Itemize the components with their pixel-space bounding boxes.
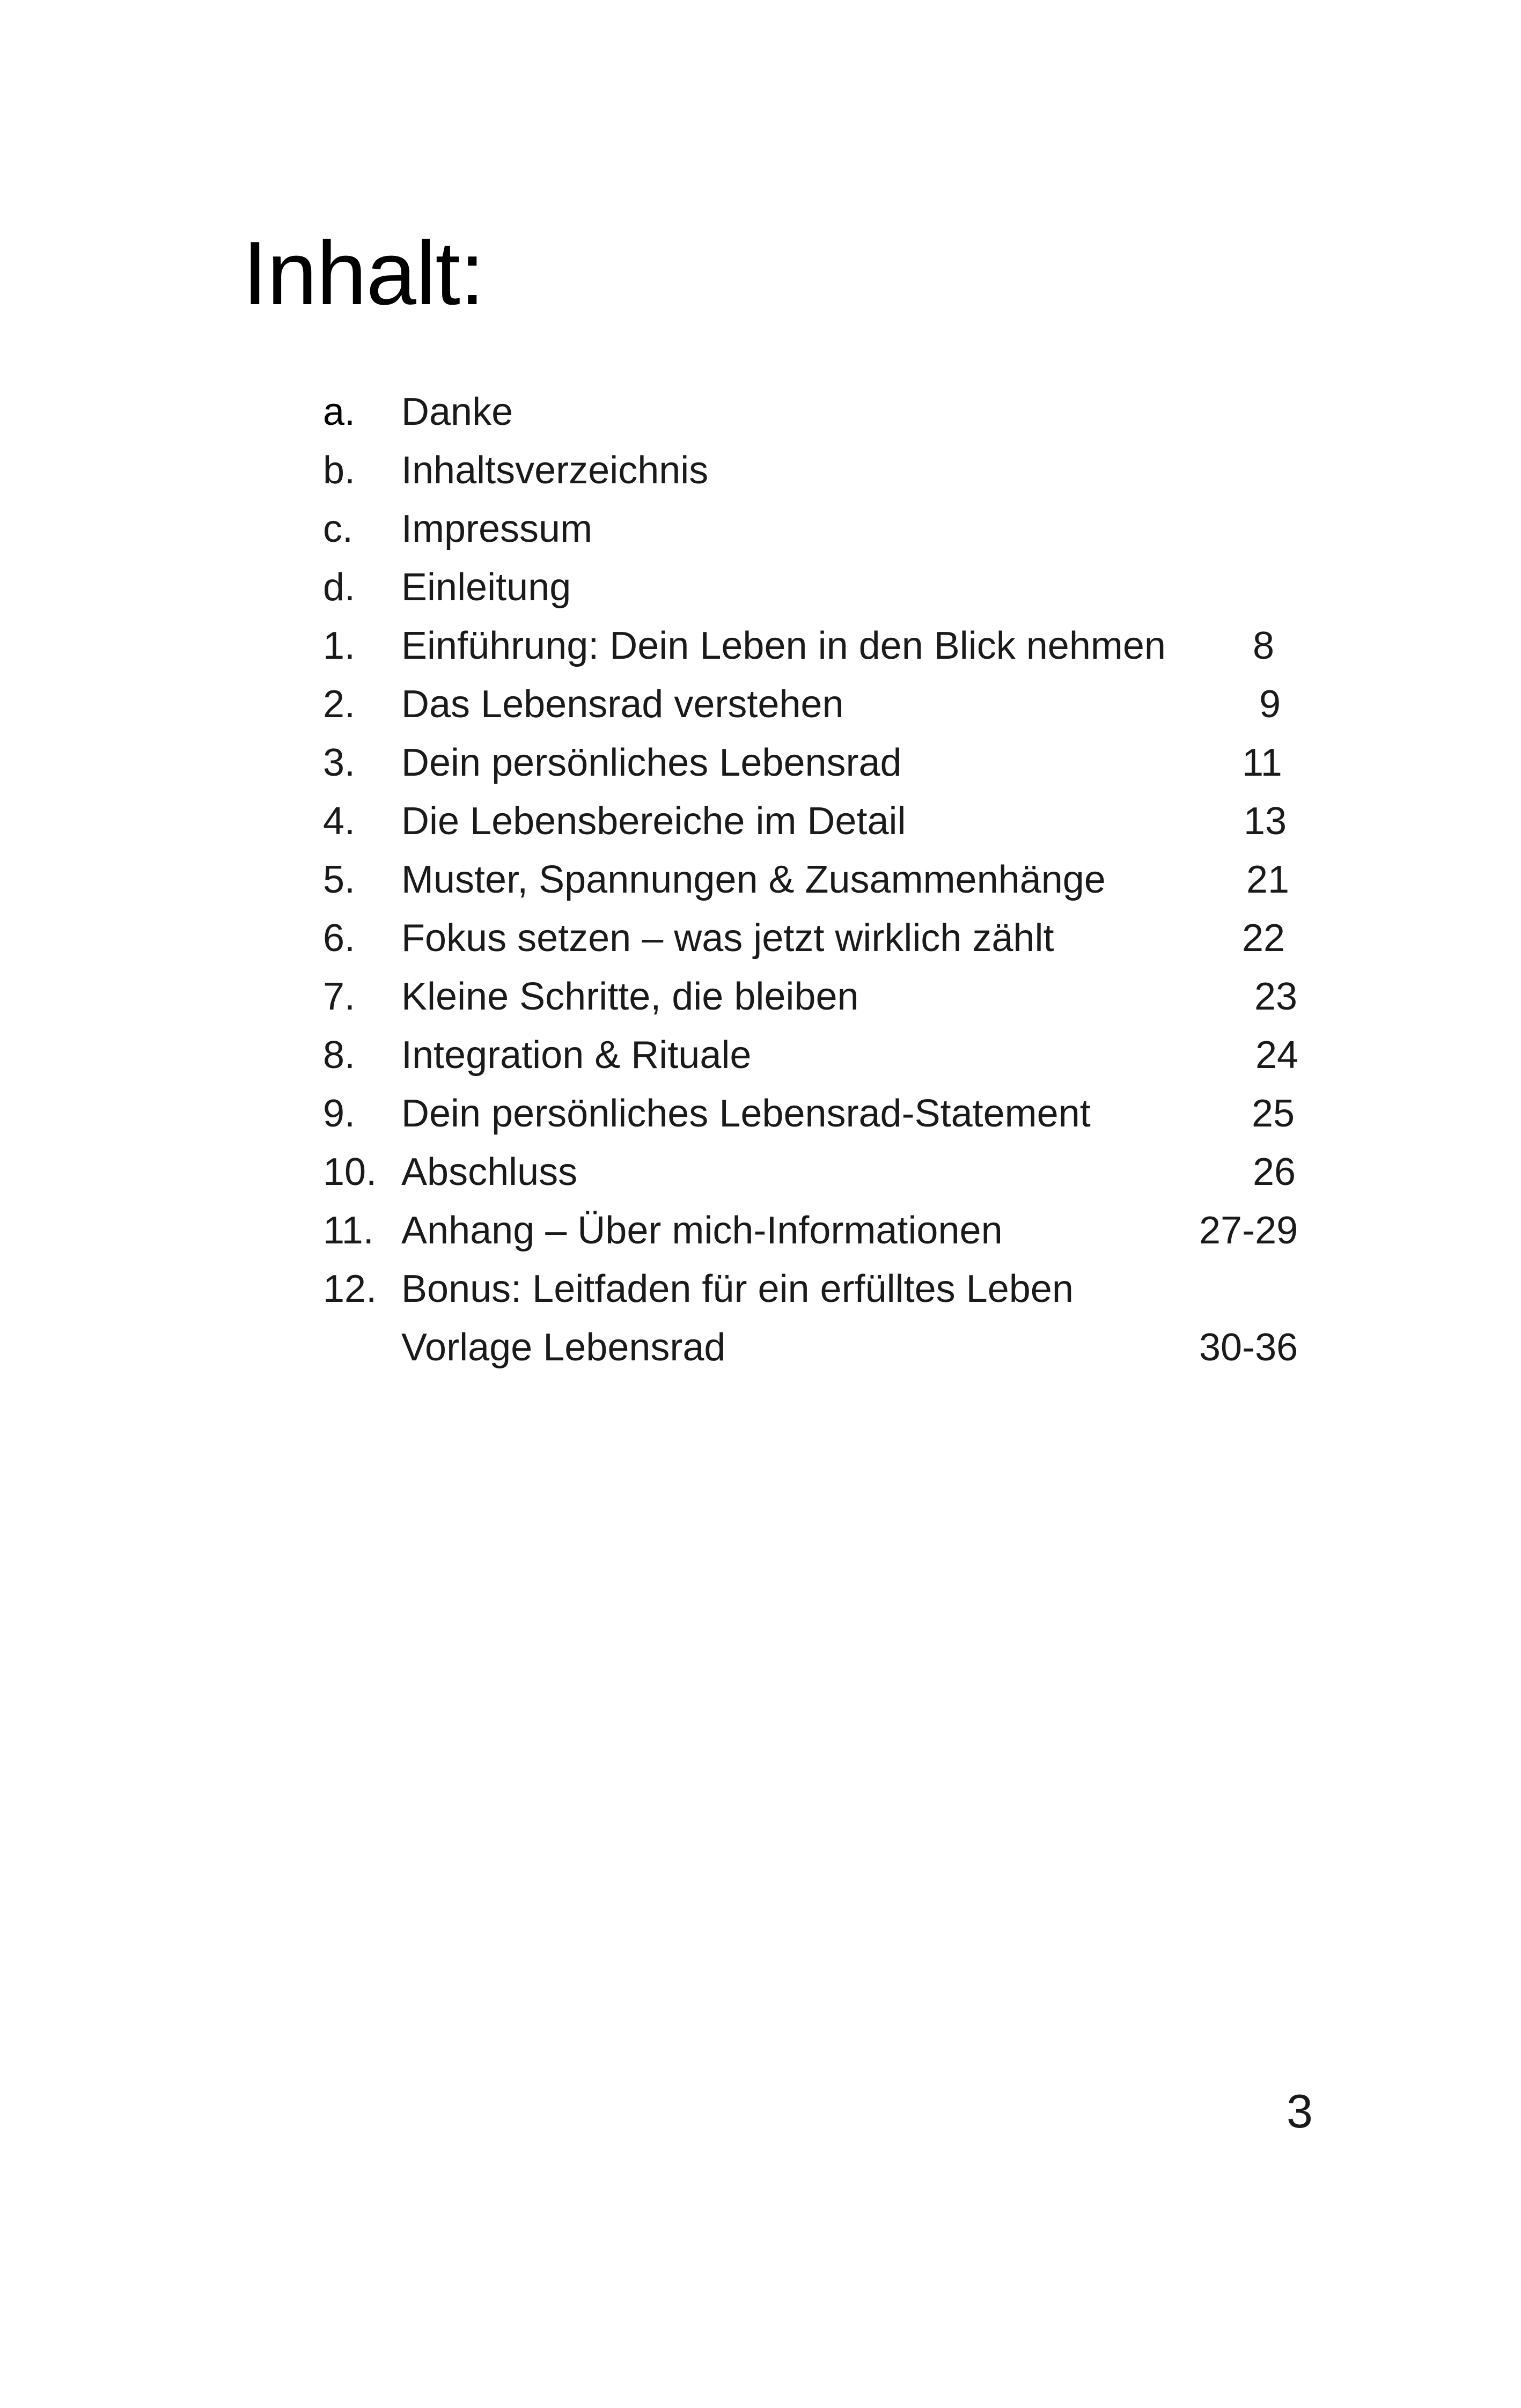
toc-entry-marker: 11. [323, 1209, 374, 1252]
toc-entry [0, 500, 1521, 558]
toc-entry-page: 23 [1254, 975, 1298, 1018]
toc-entry-page: 13 [1244, 800, 1287, 843]
toc-entry-title: Integration & Rituale [401, 1034, 752, 1077]
toc-entry-marker: 1. [323, 624, 356, 667]
toc-entry-title: Fokus setzen – was jetzt wirklich zählt [401, 917, 1054, 960]
toc-entry-title: Muster, Spannungen & Zusammenhänge [401, 858, 1106, 901]
toc-entry-marker: 3. [323, 741, 356, 784]
toc-entry [0, 617, 1521, 675]
toc-entry-marker: 2. [323, 683, 356, 726]
toc-entry [0, 734, 1521, 792]
toc-entry-title: Einleitung [401, 566, 571, 609]
toc-entry-page: 22 [1242, 917, 1285, 960]
toc-entry-page: 26 [1253, 1151, 1296, 1194]
toc-entry [0, 558, 1521, 617]
toc-entry-title: Inhaltsverzeichnis [401, 449, 709, 492]
toc-entry [0, 909, 1521, 968]
toc-entry-title: Impressum [401, 507, 593, 550]
toc-entry-page: 24 [1255, 1034, 1299, 1077]
toc-entry-marker: a. [323, 391, 356, 433]
toc-entry [0, 1319, 1521, 1377]
toc-entry-title: Die Lebensbereiche im Detail [401, 800, 906, 843]
toc-entry [0, 383, 1521, 441]
toc-entry [0, 1143, 1521, 1202]
toc-entry [0, 1085, 1521, 1143]
toc-entry-title: Das Lebensrad verstehen [401, 683, 844, 726]
toc-entry-marker: c. [323, 507, 354, 550]
toc-entry-title: Dein persönliches Lebensrad [401, 741, 902, 784]
toc-entry-marker: 6. [323, 917, 356, 960]
toc-entry-marker: 12. [323, 1268, 377, 1310]
toc-entry-marker: 4. [323, 800, 356, 843]
toc-entry-title: Vorlage Lebensrad [401, 1326, 726, 1369]
toc-entry-page: 9 [1259, 683, 1281, 726]
toc-entry [0, 792, 1521, 851]
toc-entry-page: 25 [1252, 1092, 1295, 1135]
toc-entry [0, 968, 1521, 1026]
toc-entry-marker: 10. [323, 1151, 377, 1194]
toc-entry-marker: d. [323, 566, 356, 609]
toc-entry [0, 1260, 1521, 1319]
toc-entry-page: 11 [1242, 741, 1282, 784]
toc-entry-marker: 8. [323, 1034, 356, 1077]
toc-entry-page: 27-29 [1199, 1209, 1298, 1252]
toc-entry-title: Anhang – Über mich-Informationen [401, 1209, 1003, 1252]
toc-entry-title: Danke [401, 391, 513, 433]
page-number: 3 [1287, 2085, 1313, 2138]
toc-entry [0, 851, 1521, 909]
toc-entry-marker: 9. [323, 1092, 356, 1135]
toc-entry-title: Kleine Schritte, die bleiben [401, 975, 859, 1018]
toc-entry-title: Einführung: Dein Leben in den Blick nehmen [401, 624, 1166, 667]
toc-entry-title: Bonus: Leitfaden für ein erfülltes Leben [401, 1268, 1074, 1310]
toc-entry-page: 21 [1246, 858, 1290, 901]
toc-entry [0, 1202, 1521, 1260]
toc-entry-title: Dein persönliches Lebensrad-Statement [401, 1092, 1091, 1135]
toc-entry-marker: 5. [323, 858, 356, 901]
toc-entry-marker: 7. [323, 975, 356, 1018]
toc-entry [0, 1026, 1521, 1085]
toc-entry-page: 30-36 [1199, 1326, 1298, 1369]
toc-entry [0, 675, 1521, 734]
toc-entry-marker: b. [323, 449, 356, 492]
toc-entry-title: Abschluss [401, 1151, 578, 1194]
table-of-contents [0, 383, 1521, 1377]
toc-heading: Inhalt: [243, 223, 484, 323]
toc-entry [0, 441, 1521, 500]
toc-entry-page: 8 [1253, 624, 1275, 667]
